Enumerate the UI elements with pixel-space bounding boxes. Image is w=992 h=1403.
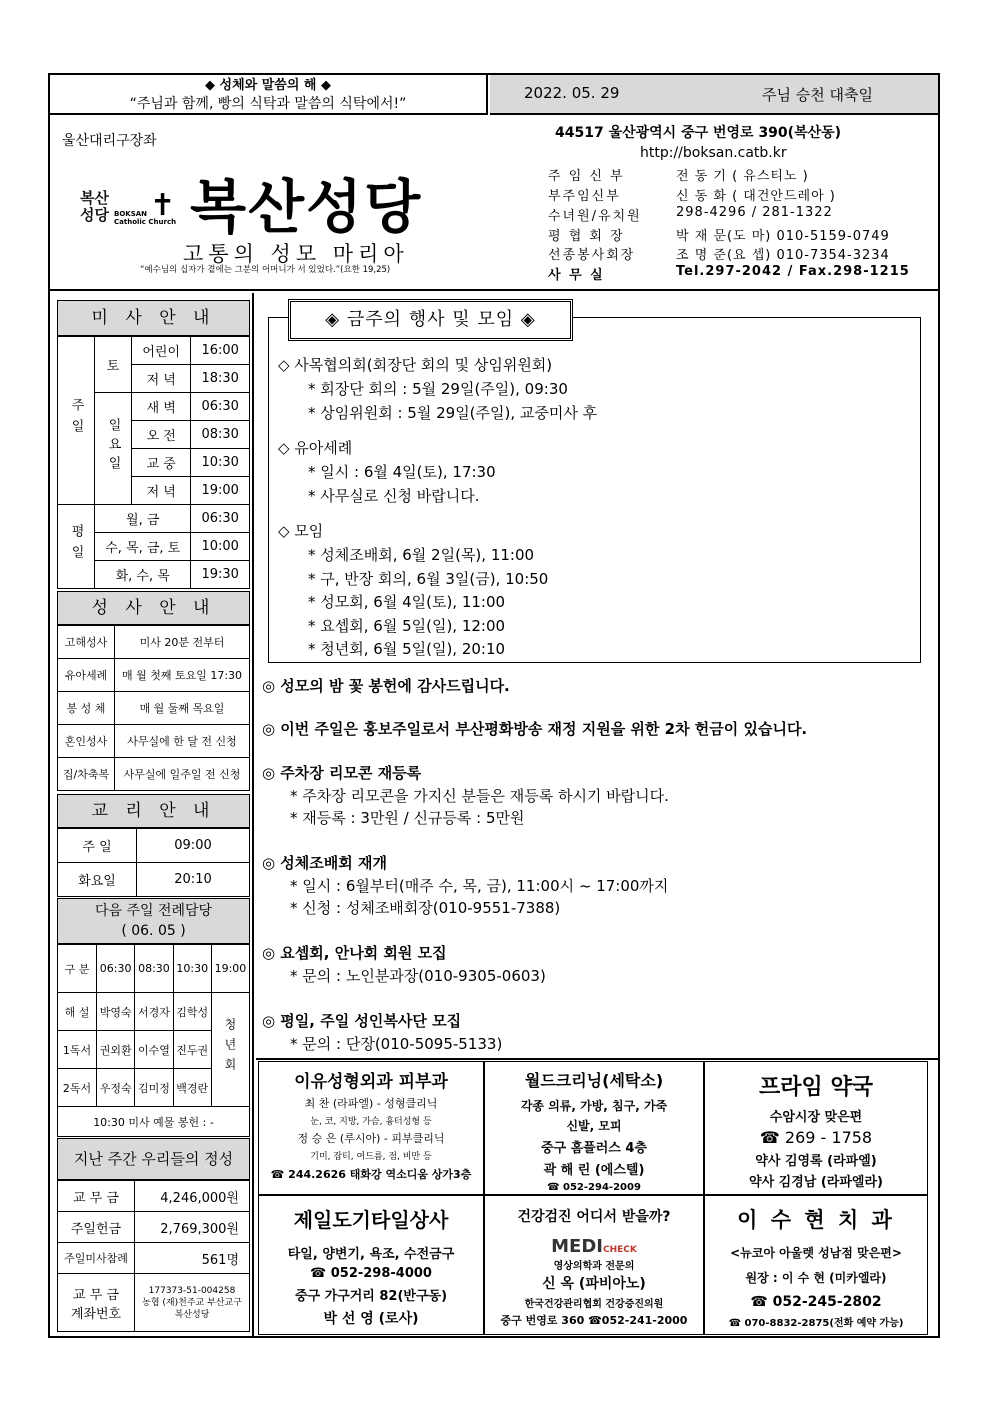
mass-name: 새 벽: [132, 393, 191, 421]
mass-time: 16:00: [191, 337, 250, 365]
sacrament-name: 혼인성사: [58, 725, 115, 758]
cross-icon: ✝: [150, 188, 176, 223]
sacrament-title: 성 사 안 내: [57, 591, 250, 625]
notice-item: * 문의 : 노인분과장(010-9305-0603): [290, 967, 546, 985]
ad-line: <뉴코아 아울렛 성남점 맞은편>: [730, 1246, 902, 1260]
liturgy-cell: 권외환: [97, 1031, 135, 1069]
staff-value: 신 동 화 ( 대건안드레아 ): [676, 189, 836, 204]
parish-name-logo: 복산성당: [190, 173, 423, 241]
staff-value: 조 명 준(요 셉) 010-7354-3234: [676, 248, 890, 263]
account-line-3: 복산성당: [174, 1309, 210, 1320]
mass-name: 저 녁: [132, 477, 191, 505]
liturgy-head: 19:00: [211, 945, 249, 993]
sacrament-info: 미사 20분 전부터: [115, 626, 250, 659]
ad-line: 각종 의류, 가방, 침구, 가죽: [520, 1099, 668, 1113]
notice-heading: ◎ 평일, 주일 성인복사단 모집: [262, 1012, 462, 1030]
doctrine-time: 09:00: [137, 829, 250, 863]
mass-name: 오 전: [132, 421, 191, 449]
doctrine-day: 화요일: [58, 863, 137, 897]
event-heading: ◇ 모임: [278, 522, 324, 540]
offering-table: [57, 1180, 250, 1332]
event-item: * 상임위원회 : 5월 29일(주일), 교중미사 후: [308, 403, 598, 422]
staff-row: [548, 205, 928, 225]
ad-line: ☎ 052-245-2802: [750, 1294, 882, 1310]
liturgy-title-box: [57, 898, 250, 944]
staff-value: 박 재 문(도 마) 010-5159-0749: [676, 229, 890, 244]
ad-line: 신발, 모피: [566, 1119, 622, 1133]
notice-heading: ◎ 주차장 리모콘 재등록: [262, 764, 422, 782]
staff-role: 평 협 회 장: [548, 229, 625, 244]
mass-name: 수, 목, 금, 토: [95, 533, 191, 561]
sacrament-info: 매 월 첫째 토요일 17:30: [115, 659, 250, 692]
logo-small-line-1: 복산: [80, 189, 109, 207]
events-title: ◈ 금주의 행사 및 모임 ◈: [288, 299, 573, 341]
sacrament-table: [57, 625, 250, 791]
mass-time: 19:30: [191, 561, 250, 589]
ad-line: 박 선 영 (로사): [323, 1311, 419, 1327]
offering-name: 주일헌금: [58, 1212, 135, 1243]
ads-divider: [256, 1058, 940, 1060]
mass-time: 08:30: [191, 421, 250, 449]
event-item: * 구, 반장 회의, 6월 3일(금), 10:50: [308, 569, 549, 588]
mass-name: 어린이: [132, 337, 191, 365]
notice-item: * 신청 : 성체조배회장(010-9551-7388): [290, 899, 561, 917]
ad-title: 이유성형외과 피부과: [294, 1072, 448, 1092]
mass-name: 화, 수, 목: [95, 561, 191, 589]
logo-en-line-2: Catholic Church: [114, 218, 177, 226]
account-label-1: 교 무 금: [73, 1287, 119, 1303]
liturgy-head: 06:30: [97, 945, 135, 993]
mass-name: 저 녁: [132, 365, 191, 393]
liturgy-cell: 백경란: [173, 1069, 211, 1107]
logo-en-line-1: BOKSAN: [114, 210, 148, 218]
liturgy-date: ( 06. 05 ): [121, 923, 186, 939]
liturgy-cell: 서경자: [135, 993, 173, 1031]
staff-value: Tel.297-2042 / Fax.298-1215: [676, 264, 910, 279]
offering-title: 지난 주간 우리들의 정성: [57, 1138, 250, 1180]
account-label: [58, 1274, 135, 1332]
weekday-label: 평일: [58, 505, 95, 589]
ad-line: 눈, 코, 지방, 가슴, 흉터성형 등: [310, 1117, 432, 1127]
date-box: [490, 75, 938, 115]
doctrine-time: 20:10: [137, 863, 250, 897]
liturgy-cell: 진두권: [173, 1031, 211, 1069]
doctrine-title: 교 리 안 내: [57, 794, 250, 828]
parish-address: 44517 울산광역시 중구 번영로 390(복산동): [555, 125, 842, 141]
notice-item: * 재등록 : 3만원 / 신규등록 : 5만원: [290, 809, 525, 827]
event-item: * 성모회, 6월 4일(토), 11:00: [308, 593, 506, 611]
ad-line: 곽 해 린 (에스텔): [543, 1163, 645, 1178]
medicheck-logo: MEDICHECK: [551, 1236, 637, 1257]
staff-row: [548, 165, 928, 185]
ad-line: 약사 김영록 (라파엘): [755, 1154, 877, 1169]
event-heading: ◇ 사목협의회(회장단 회의 및 상임위원회): [278, 356, 553, 374]
staff-row: [548, 244, 928, 264]
sunday-day-label: 일요일: [95, 393, 132, 505]
ad-line: 원장 : 이 수 현 (미카엘라): [745, 1271, 887, 1285]
ad-line: 신 옥 (파비아노): [542, 1276, 646, 1292]
mass-name: 월, 금: [95, 505, 191, 533]
liturgy-table: [57, 944, 250, 1137]
ad-tile: [258, 1195, 484, 1335]
liturgy-role: 1독서: [58, 1031, 97, 1069]
sacrament-name: 봉 성 체: [58, 692, 115, 725]
mass-title: 미 사 안 내: [57, 300, 250, 336]
liturgy-youth: 청년회: [211, 993, 249, 1107]
scripture-quote: “예수님의 십자가 곁에는 그분의 어머니가 서 있었다.”(요한 19,25): [140, 265, 391, 275]
liturgy-title: 다음 주일 전례담당: [94, 903, 213, 919]
parish-website-link[interactable]: http://boksan.catb.kr: [640, 145, 787, 161]
feast-name: 주님 승천 대축일: [762, 86, 873, 104]
staff-value: 298-4296 / 281-1322: [676, 205, 833, 220]
liturgy-cell: 이수열: [135, 1031, 173, 1069]
motto-box: [50, 75, 488, 115]
notice-heading: ◎ 이번 주일은 홍보주일로서 부산평화방송 재정 지원을 위한 2차 헌금이 있습니다.: [262, 720, 808, 738]
staff-value: 전 동 기 ( 유스티노 ): [676, 169, 809, 184]
doctrine-day: 주 일: [58, 829, 137, 863]
doctrine-table: [57, 828, 250, 897]
mass-time: 10:00: [191, 533, 250, 561]
account-line-1: 177373-51-004258: [148, 1285, 236, 1296]
liturgy-head: 10:30: [173, 945, 211, 993]
sacrament-name: 유아세례: [58, 659, 115, 692]
ad-line: ☎ 052-294-2009: [547, 1182, 641, 1193]
notice-heading: ◎ 성모의 밤 꽃 봉헌에 감사드립니다.: [262, 677, 510, 695]
event-item: * 사무실로 신청 바랍니다.: [308, 486, 480, 505]
staff-role: 부주임신부: [548, 189, 621, 204]
liturgy-head: 구 분: [58, 945, 97, 993]
notice-heading: ◎ 성체조배회 재개: [262, 854, 387, 872]
ad-line: 중구 가구거리 82(반구동): [294, 1289, 448, 1304]
staff-row: [548, 264, 928, 284]
staff-role: 선종봉사회장: [548, 248, 636, 263]
logo-small-line-2: 성당: [80, 206, 109, 224]
notice-item: * 문의 : 단장(010-5095-5133): [290, 1035, 503, 1053]
mass-table: [57, 336, 250, 589]
offering-name: 교 무 금: [58, 1181, 135, 1212]
ad-title: 이 수 현 치 과: [737, 1208, 895, 1232]
logo-small-text: [80, 190, 109, 224]
event-item: * 성체조배회, 6월 2일(목), 11:00: [308, 546, 535, 564]
motto-title: ◆ 성체와 말씀의 해 ◆: [204, 78, 331, 93]
mass-time: 06:30: [191, 505, 250, 533]
account-number: [135, 1274, 250, 1332]
event-item: * 일시 : 6월 4일(토), 17:30: [308, 463, 496, 481]
ad-line: 약사 김경남 (라파엘라): [749, 1175, 883, 1190]
staff-role: 주 임 신 부: [548, 169, 625, 184]
liturgy-cell: 박영숙: [97, 993, 135, 1031]
liturgy-role: 해 설: [58, 993, 97, 1031]
staff-row: [548, 225, 928, 245]
mass-time: 06:30: [191, 393, 250, 421]
event-item: * 회장단 회의 : 5월 29일(주일), 09:30: [308, 380, 568, 398]
notice-item: * 주차장 리모콘을 가지신 분들은 재등록 하시기 바랍니다.: [290, 787, 669, 805]
ad-line: 최 찬 (라파엘) - 성형클리닉: [304, 1097, 438, 1110]
ad-line: ☎ 269 - 1758: [759, 1128, 873, 1147]
sacrament-name: 집/차축복: [58, 758, 115, 791]
offering-value: 4,246,000원: [135, 1181, 250, 1212]
saturday-label: 토: [95, 337, 132, 393]
event-item: * 요셉회, 6월 5일(일), 12:00: [308, 616, 506, 635]
mass-name: 교 중: [132, 449, 191, 477]
sacrament-name: 고해성사: [58, 626, 115, 659]
ad-line: 기미, 잡티, 여드름, 점, 비만 등: [310, 1152, 432, 1162]
ad-medicheck: [484, 1195, 704, 1335]
staff-role: 사 무 실: [548, 268, 605, 283]
notice-item: * 일시 : 6월부터(매주 수, 목, 금), 11:00시 ~ 17:00까지: [290, 877, 669, 895]
ad-title: 건강검진 어디서 받을까?: [517, 1209, 671, 1225]
ad-line: 영상의학과 전문의: [553, 1261, 635, 1272]
liturgy-role: 2독서: [58, 1069, 97, 1107]
ad-line: 중구 홈플러스 4층: [540, 1141, 647, 1156]
sunday-label: 주일: [58, 337, 95, 505]
event-heading: ◇ 유아세례: [278, 439, 353, 457]
offering-value: 561명: [135, 1243, 250, 1274]
account-line-2: 농협 (재)천주교 부산교구: [142, 1297, 242, 1308]
staff-role: 수녀원/유치원: [548, 209, 642, 224]
diocese-label: 울산대리구장좌: [62, 133, 157, 149]
ad-line: ☎ 052-298-4000: [310, 1266, 432, 1281]
ad-pharmacy: [704, 1061, 928, 1195]
patron-name: 고통의 성모 마리아: [183, 242, 409, 266]
account-label-2: 계좌번호: [70, 1306, 122, 1322]
staff-row: [548, 185, 928, 205]
logo-english: [114, 210, 176, 226]
sacrament-info: 매 월 둘째 목요일: [115, 692, 250, 725]
motto-text: “주님과 함께, 빵의 식탁과 말씀의 식탁에서!”: [129, 96, 407, 112]
ad-dermatology: [258, 1061, 484, 1195]
liturgy-note: 10:30 미사 예물 봉헌 : -: [58, 1107, 250, 1137]
ad-title: 월드크리닝(세탁소): [524, 1071, 664, 1090]
mass-time: 19:00: [191, 477, 250, 505]
ad-line: ☎ 244.2626 태화강 역소디움 상가3층: [270, 1168, 472, 1181]
sacrament-info: 사무실에 일주일 전 신청: [115, 758, 250, 791]
offering-name: 주일미사참례: [58, 1243, 135, 1274]
mass-time: 10:30: [191, 449, 250, 477]
ad-line: 수암시장 맞은편: [769, 1110, 863, 1125]
bulletin-date: 2022. 05. 29: [524, 84, 620, 102]
ad-cleaning: [484, 1061, 704, 1195]
ad-dental: [704, 1195, 928, 1335]
liturgy-cell: 김미정: [135, 1069, 173, 1107]
liturgy-cell: 우정숙: [97, 1069, 135, 1107]
ad-title: 프라임 약국: [759, 1075, 873, 1100]
sacrament-info: 사무실에 한 달 전 신청: [115, 725, 250, 758]
ad-line: 정 승 은 (루시아) - 피부클리닉: [297, 1132, 445, 1145]
liturgy-head: 08:30: [135, 945, 173, 993]
ad-line: ☎ 070-8832-2875(전화 예약 가능): [728, 1318, 904, 1329]
mass-time: 18:30: [191, 365, 250, 393]
event-item: * 청년회, 6월 5일(일), 20:10: [308, 640, 506, 658]
ad-title: 제일도기타일상사: [293, 1208, 449, 1232]
liturgy-cell: 김학성: [173, 993, 211, 1031]
notice-heading: ◎ 요셉회, 안나회 회원 모집: [262, 944, 447, 962]
ad-line: 한국건강관리협회 건강증진의원: [524, 1299, 664, 1310]
offering-value: 2,769,300원: [135, 1212, 250, 1243]
ad-line: 중구 번영로 360 ☎052-241-2000: [500, 1314, 688, 1327]
ad-line: 타일, 양변기, 욕조, 수전금구: [287, 1247, 455, 1262]
